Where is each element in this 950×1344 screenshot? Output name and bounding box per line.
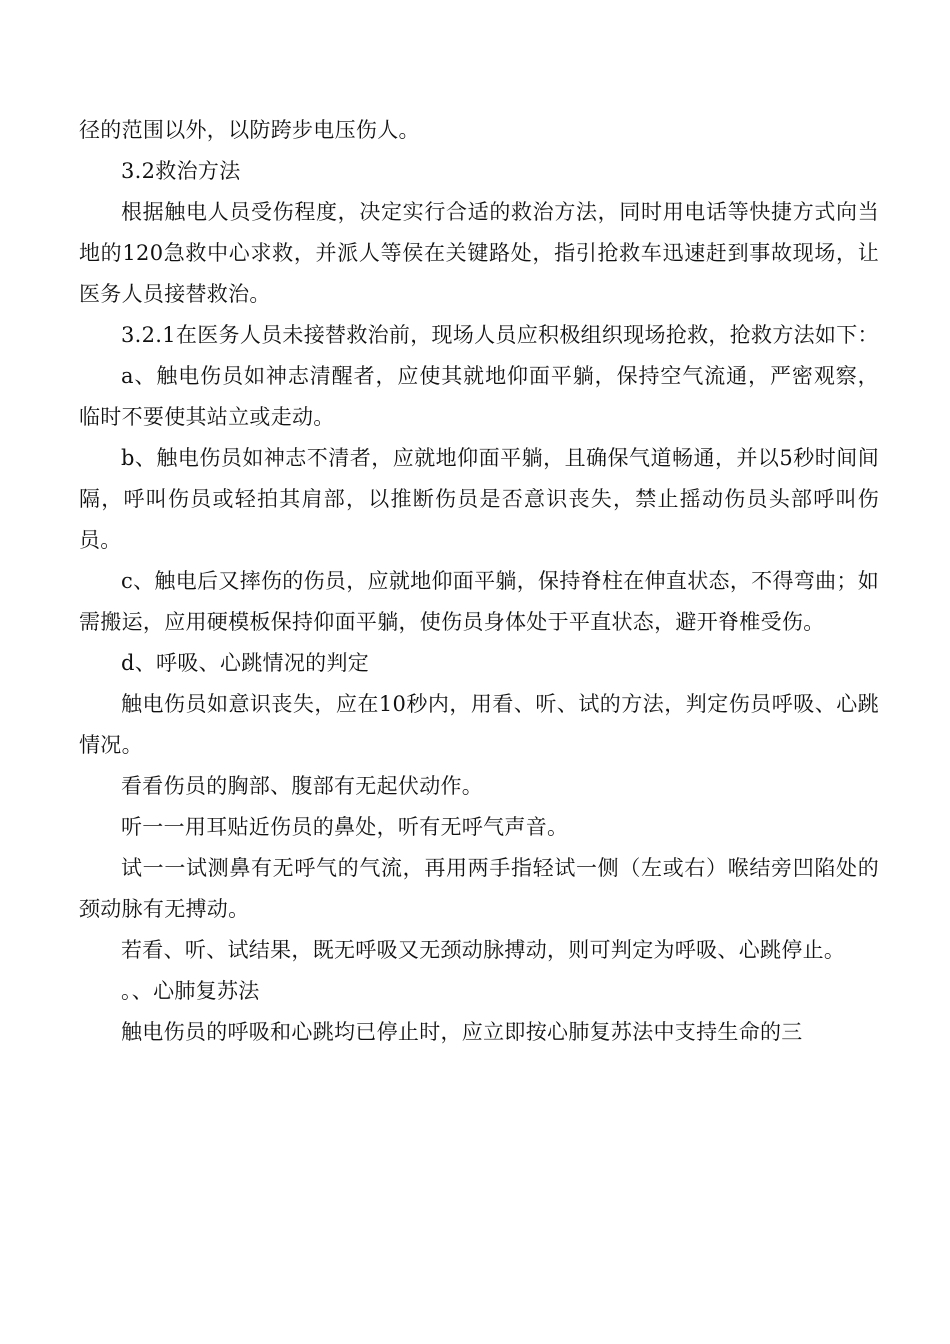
paragraph-feel: 试一一试测鼻有无呼气的气流，再用两手指轻试一侧（左或右）喉结旁凹陷处的颈动脉有无搏动。 <box>79 856 879 921</box>
section-heading-3-2: 3.2救治方法 <box>121 159 241 183</box>
paragraph-item-a: a、触电伤员如神志清醒者，应使其就地仰面平躺，保持空气流通，严密观察，临时不要使其站立或走动。 <box>79 364 879 429</box>
paragraph-listen: 听一一用耳贴近伤员的鼻处，听有无呼气声音。 <box>121 815 569 839</box>
paragraph-item-b: b、触电伤员如神志不清者，应就地仰面平躺，且确保气道畅通，并以5秒时间间隔，呼叫伤员或轻拍其肩部，以推断伤员是否意识丧失，禁止摇动伤员头部呼叫伤员。 <box>79 446 879 552</box>
paragraph-look: 看看伤员的胸部、腹部有无起伏动作。 <box>121 774 484 798</box>
paragraph-judgement: 若看、听、试结果，既无呼吸又无颈动脉搏动，则可判定为呼吸、心跳停止。 <box>121 938 846 962</box>
paragraph-3-2-1: 3.2.1在医务人员未接替救治前，现场人员应积极组织现场抢救，抢救方法如下： <box>121 323 879 347</box>
paragraph-continuation: 径的范围以外，以防跨步电压伤人。 <box>79 118 420 142</box>
paragraph-cpr: 触电伤员的呼吸和心跳均已停止时，应立即按心肺复苏法中支持生命的三 <box>121 1020 803 1044</box>
document-body <box>79 110 879 1053</box>
heading-item-d: d、呼吸、心跳情况的判定 <box>121 651 370 675</box>
paragraph-unconscious-check: 触电伤员如意识丧失，应在10秒内，用看、听、试的方法，判定伤员呼吸、心跳情况。 <box>79 692 879 757</box>
paragraph-treatment-method: 根据触电人员受伤程度，决定实行合适的救治方法，同时用电话等快捷方式向当地的120急救中心求救，并派人等侯在关键路处，指引抢救车迅速赶到事故现场，让医务人员接替救治。 <box>79 200 879 306</box>
paragraph-item-c: c、触电后又摔伤的伤员，应就地仰面平躺，保持脊柱在伸直状态，不得弯曲；如需搬运，应用硬模板保持仰面平躺，使伤员身体处于平直状态，避开脊椎受伤。 <box>79 569 879 634</box>
heading-cpr: 。、心肺复苏法 <box>121 979 260 1003</box>
